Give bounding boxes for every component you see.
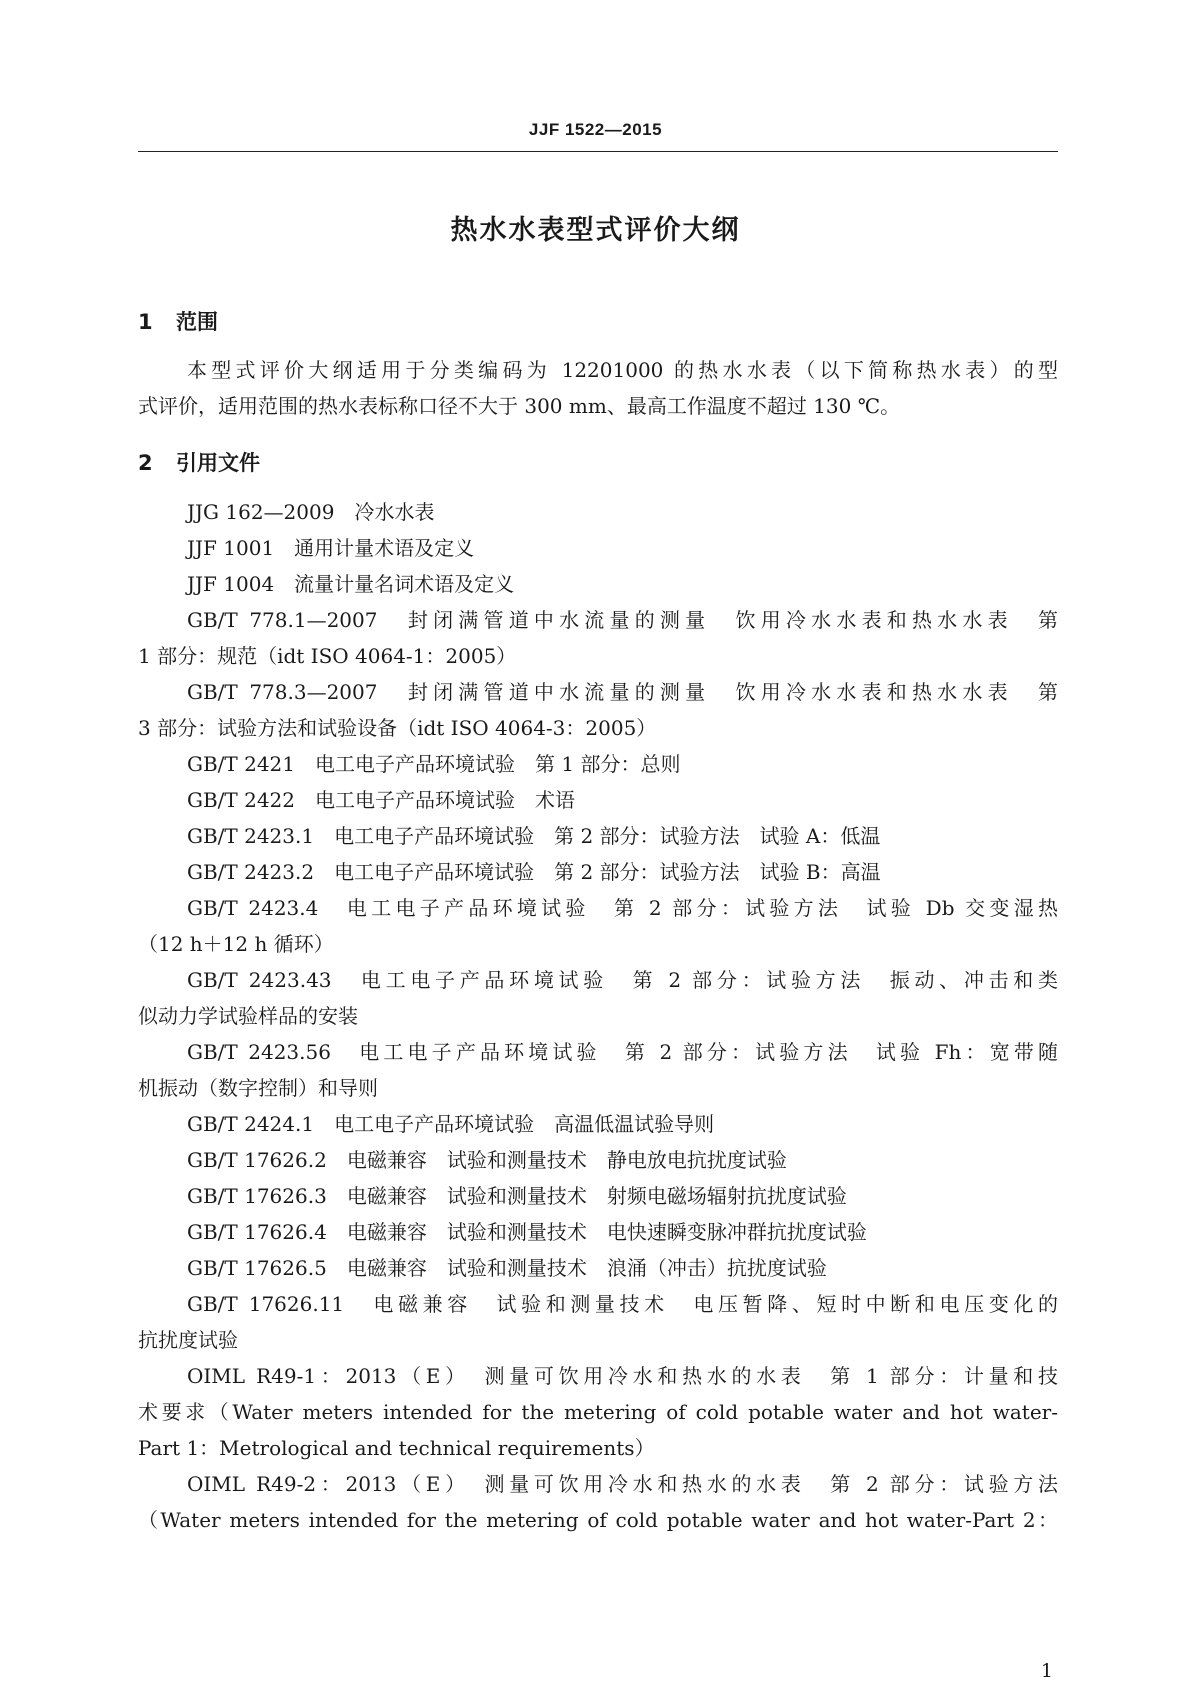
- reference-line: GB/T 2423.56 电工电子产品环境试验 第 2 部分：试验方法 试验 Fh：宽带随: [187, 1040, 1058, 1064]
- reference-line: GB/T 2423.2 电工电子产品环境试验 第 2 部分：试验方法 试验 B：高温: [187, 860, 881, 884]
- reference-line: 3 部分：试验方法和试验设备（idt ISO 4064-3：2005）: [138, 716, 657, 740]
- reference-line: （Water meters intended for the metering of cold potable water and hot water-Part 2：: [138, 1508, 1058, 1532]
- reference-line: GB/T 2423.1 电工电子产品环境试验 第 2 部分：试验方法 试验 A：低温: [187, 824, 881, 848]
- page-title: 热水水表型式评价大纲: [450, 215, 741, 246]
- reference-line: JJF 1004 流量计量名词术语及定义: [187, 572, 515, 596]
- scope-paragraph-line: 式评价，适用范围的热水表标称口径不大于 300 mm、最高工作温度不超过 130 ℃。: [138, 394, 901, 418]
- reference-line: GB/T 17626.11 电磁兼容 试验和测量技术 电压暂降、短时中断和电压变化的: [187, 1292, 1058, 1316]
- section-number: 1: [138, 310, 153, 334]
- reference-line: 似动力学试验样品的安装: [138, 1004, 358, 1028]
- reference-line: GB/T 778.3—2007 封闭满管道中水流量的测量 饮用冷水水表和热水水表 第: [187, 680, 1058, 704]
- reference-line: GB/T 2423.4 电工电子产品环境试验 第 2 部分：试验方法 试验 Db 交变湿热: [187, 896, 1058, 920]
- section-title: 范围: [176, 310, 218, 334]
- page-number: 1: [1040, 1660, 1053, 1682]
- reference-line: 1 部分：规范（idt ISO 4064-1：2005）: [138, 644, 517, 668]
- reference-line: GB/T 2423.43 电工电子产品环境试验 第 2 部分：试验方法 振动、冲击和类: [187, 968, 1058, 992]
- reference-line: （12 h＋12 h 循环）: [138, 932, 334, 956]
- reference-line: 术要求（Water meters intended for the metering of cold potable water and hot water-: [138, 1400, 1058, 1424]
- reference-line: GB/T 2421 电工电子产品环境试验 第 1 部分：总则: [187, 752, 681, 776]
- reference-line: JJG 162—2009 冷水水表: [187, 500, 435, 524]
- reference-line: GB/T 17626.4 电磁兼容 试验和测量技术 电快速瞬变脉冲群抗扰度试验: [187, 1220, 867, 1244]
- reference-line: OIML R49-2：2013（E） 测量可饮用冷水和热水的水表 第 2 部分：试验方法: [187, 1472, 1058, 1496]
- reference-line: Part 1：Metrological and technical requirements）: [138, 1436, 655, 1460]
- section-number: 2: [138, 451, 153, 475]
- reference-line: GB/T 2424.1 电工电子产品环境试验 高温低温试验导则: [187, 1112, 715, 1136]
- reference-line: GB/T 2422 电工电子产品环境试验 术语: [187, 788, 576, 812]
- reference-line: OIML R49-1：2013（E） 测量可饮用冷水和热水的水表 第 1 部分：计量和技: [187, 1364, 1058, 1388]
- reference-line: 抗扰度试验: [138, 1328, 238, 1352]
- scope-paragraph-line: 本型式评价大纲适用于分类编码为 12201000 的热水水表（以下简称热水表）的型: [187, 358, 1058, 382]
- reference-line: GB/T 778.1—2007 封闭满管道中水流量的测量 饮用冷水水表和热水水表 第: [187, 608, 1058, 632]
- reference-line: GB/T 17626.5 电磁兼容 试验和测量技术 浪涌（冲击）抗扰度试验: [187, 1256, 827, 1280]
- reference-line: GB/T 17626.3 电磁兼容 试验和测量技术 射频电磁场辐射抗扰度试验: [187, 1184, 847, 1208]
- header-rule: [138, 151, 1058, 152]
- document-code-header: JJF 1522—2015: [528, 120, 663, 139]
- reference-line: JJF 1001 通用计量术语及定义: [187, 536, 475, 560]
- reference-line: GB/T 17626.2 电磁兼容 试验和测量技术 静电放电抗扰度试验: [187, 1148, 787, 1172]
- reference-line: 机振动（数字控制）和导则: [138, 1076, 378, 1100]
- section-heading-scope: [138, 306, 218, 336]
- section-heading-references: [138, 447, 260, 477]
- section-title: 引用文件: [176, 451, 260, 475]
